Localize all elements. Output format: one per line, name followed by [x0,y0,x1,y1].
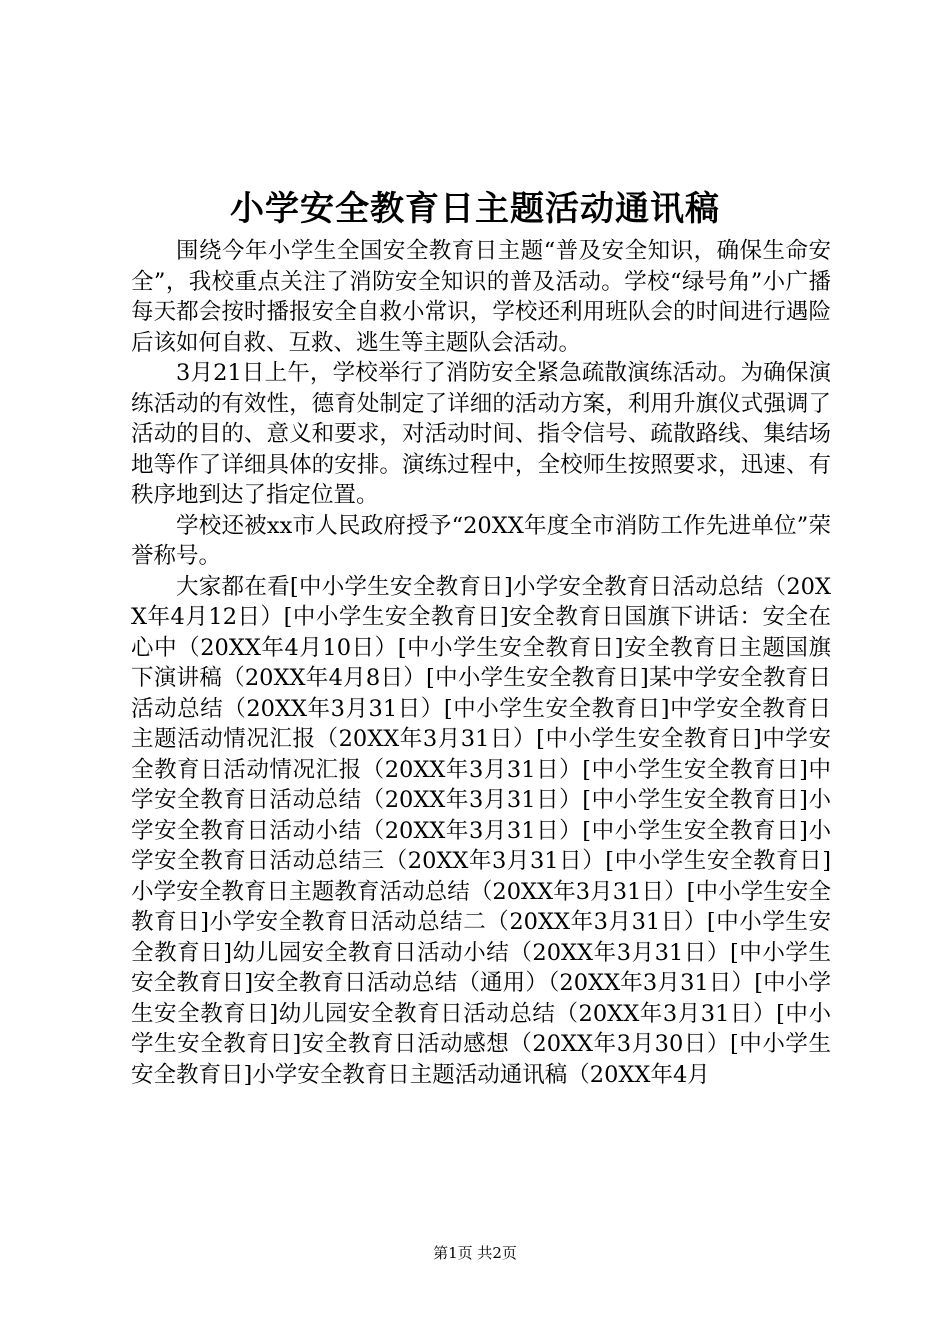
page-number: 第1页 共2页 [433,1244,517,1262]
paragraph-honor: 学校还被xx市人民政府授予“20XX年度全市消防工作先进单位”荣誉称号。 [131,512,831,569]
document-body [131,236,831,1090]
paragraph-drill: 3月21日上午，学校举行了消防安全紧急疏散演练活动。为确保演练活动的有效性，德育处制定了详细的活动方案，利用升旗仪式强调了活动的目的、意义和要求，对活动时间、指令信号、疏散路线、集结场地等作了详细具体的安排。演练过程中，全校师生按照要求，迅速、有秩序地到达了指定位置。 [131,360,831,508]
paragraph-related-links: 大家都在看[中小学生安全教育日]小学安全教育日活动总结（20XX年4月12日）[中小学生安全教育日]安全教育日国旗下讲话：安全在心中（20XX年4月10日）[中小学生安全教育日]安全教育日主题国旗下演讲稿（20XX年4月8日）[中小学生安全教育日]某中学安全教育日活动总结（20XX年3月31日）[中小学生安全教育日]中学安全教育日主题活动情况汇报（20XX年3月31日）[中小学生安全教育日]中学安全教育日活动情况汇报（20XX年3月31日）[中小学生安全教育日]中学安全教育日活动总结（20XX年3月31日）[中小学生安全教育日]小学安全教育日活动小结（20XX年3月31日）[中小学生安全教育日]小学安全教育日活动总结三（20XX年3月31日）[中小学生安全教育日]小学安全教育日主题教育活动总结（20XX年3月31日）[中小学生安全教育日]小学安全教育日活动总结二（20XX年3月31日）[中小学生安全教育日]幼儿园安全教育日活动小结（20XX年3月31日）[中小学生安全教育日]安全教育日活动总结（通用）（20XX年3月31日）[中小学生安全教育日]幼儿园安全教育日活动总结（20XX年3月31日）[中小学生安全教育日]安全教育日活动感想（20XX年3月30日）[中小学生安全教育日]小学安全教育日主题活动通讯稿（20XX年4月 [131,573,831,1088]
paragraph-intro: 围绕今年小学生全国安全教育日主题“普及安全知识，确保生命安全”，我校重点关注了消防安全知识的普及活动。学校“绿号角”小广播每天都会按时播报安全自救小常识，学校还利用班队会的时间进行遇险后该如何自救、互救、逃生等主题队会活动。 [131,238,831,356]
document-title: 小学安全教育日主题活动通讯稿 [230,189,720,229]
